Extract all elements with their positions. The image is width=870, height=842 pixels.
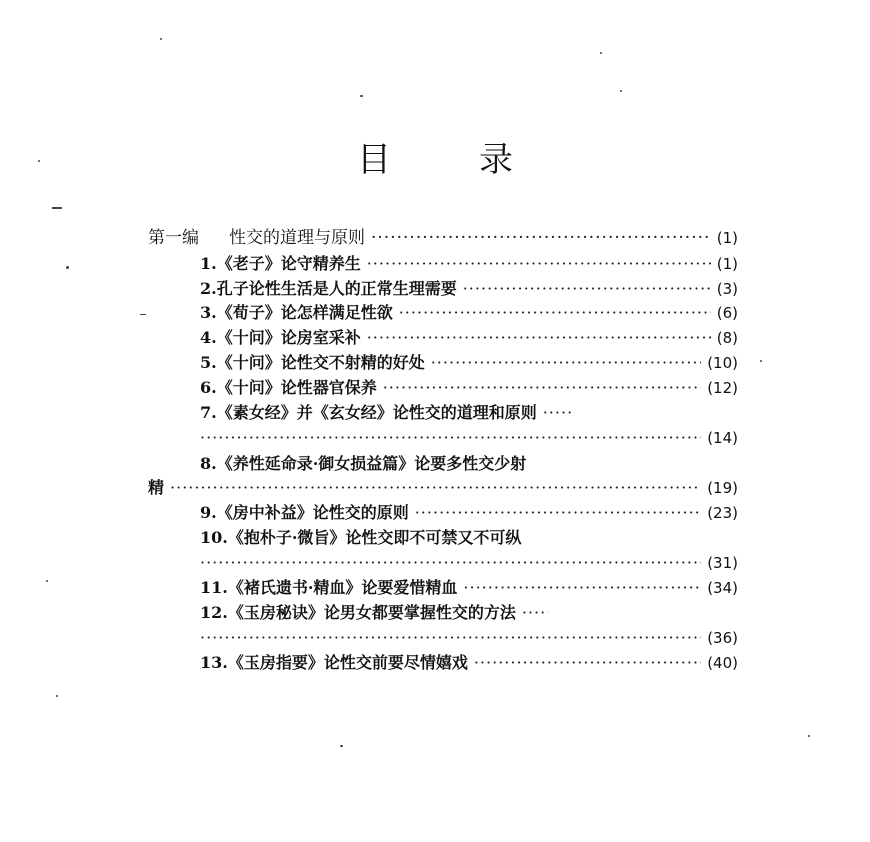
toc-entry[interactable] (200, 376, 738, 400)
entry-title: 5.《十问》论性交不射精的好处 (200, 353, 425, 372)
dot-leader (371, 226, 711, 250)
dot-leader (399, 301, 711, 325)
toc-entry-continuation[interactable] (148, 476, 738, 500)
toc-entry[interactable] (200, 401, 738, 425)
title-char-2: 录 (479, 140, 513, 180)
toc-entry[interactable] (200, 252, 738, 276)
page-number: (8) (716, 329, 738, 347)
entry-title-continuation: 精 (148, 478, 165, 497)
dot-leader (200, 551, 701, 575)
entry-title: 7.《素女经》并《玄女经》论性交的道理和原则 (200, 403, 537, 422)
dot-leader (474, 651, 701, 675)
dot-leader (170, 476, 701, 500)
scan-speck (56, 695, 58, 697)
dot-leader (200, 426, 701, 450)
page-number: (12) (707, 379, 738, 397)
toc-entry[interactable] (200, 351, 738, 375)
dot-leader (200, 626, 701, 650)
dot-leader (367, 326, 711, 350)
page-number: (34) (707, 579, 738, 597)
scan-speck (760, 360, 762, 362)
toc-part-heading[interactable] (148, 226, 738, 250)
dot-leader (522, 601, 548, 625)
entry-title: 2.孔子论性生活是人的正常生理需要 (200, 279, 457, 298)
part-title: 性交的道理与原则 (229, 228, 365, 248)
page-number: (6) (716, 304, 738, 322)
page-number: (14) (707, 429, 738, 447)
dot-leader (383, 376, 701, 400)
toc-entry[interactable] (200, 452, 750, 476)
page-number: (3) (716, 280, 738, 298)
scan-speck (808, 735, 810, 737)
scan-speck (140, 314, 146, 315)
entry-title: 11.《褚氏遗书·精血》论要爱惜精血 (200, 578, 458, 597)
toc-entry[interactable] (200, 277, 738, 301)
toc-entry[interactable] (200, 576, 738, 600)
entry-title: 10.《抱朴子·微旨》论性交即不可禁又不可纵 (200, 528, 522, 547)
toc-entry[interactable] (200, 301, 738, 325)
entry-title: 13.《玉房指要》论性交前要尽情嬉戏 (200, 653, 468, 672)
page-number: (36) (707, 629, 738, 647)
scan-speck (340, 745, 343, 747)
page-number: (40) (707, 654, 738, 672)
dot-leader (415, 501, 701, 525)
dot-leader (431, 351, 701, 375)
entry-title: 4.《十问》论房室采补 (200, 328, 361, 347)
dot-leader (543, 401, 573, 425)
page-number: (23) (707, 504, 738, 522)
part-label: 第一编 (148, 228, 199, 248)
entry-title: 1.《老子》论守精养生 (200, 254, 361, 273)
toc-entry[interactable] (200, 526, 738, 550)
toc-entry-continuation[interactable] (200, 626, 738, 650)
entry-title: 6.《十问》论性器官保养 (200, 378, 377, 397)
toc-entry[interactable] (200, 651, 738, 675)
scan-speck (38, 160, 40, 162)
page-number: (19) (707, 479, 738, 497)
page-number: (1) (716, 255, 738, 273)
entry-title: 3.《荀子》论怎样满足性欲 (200, 303, 393, 322)
dot-leader (463, 277, 711, 301)
page-number: (31) (707, 554, 738, 572)
scan-speck (620, 90, 622, 92)
dot-leader (463, 576, 701, 600)
page-number: (1) (716, 229, 738, 247)
title-char-1: 目 (357, 140, 391, 180)
scan-speck (160, 38, 162, 40)
page-title (0, 132, 870, 181)
entry-title: 8.《养性延命录·御女损益篇》论要多性交少射 (200, 454, 527, 473)
entry-title: 9.《房中补益》论性交的原则 (200, 503, 409, 522)
toc-entry-continuation[interactable] (200, 426, 738, 450)
scan-speck (600, 52, 602, 54)
scan-speck (52, 207, 62, 209)
toc-entry[interactable] (200, 601, 738, 625)
scan-speck (360, 95, 363, 97)
toc-entry[interactable] (200, 326, 738, 350)
scan-speck (66, 266, 69, 269)
toc-entry-continuation[interactable] (200, 551, 738, 575)
toc-entry[interactable] (200, 501, 738, 525)
page-number: (10) (707, 354, 738, 372)
entry-title: 12.《玉房秘诀》论男女都要掌握性交的方法 (200, 603, 516, 622)
scan-speck (46, 580, 48, 582)
dot-leader (367, 252, 711, 276)
